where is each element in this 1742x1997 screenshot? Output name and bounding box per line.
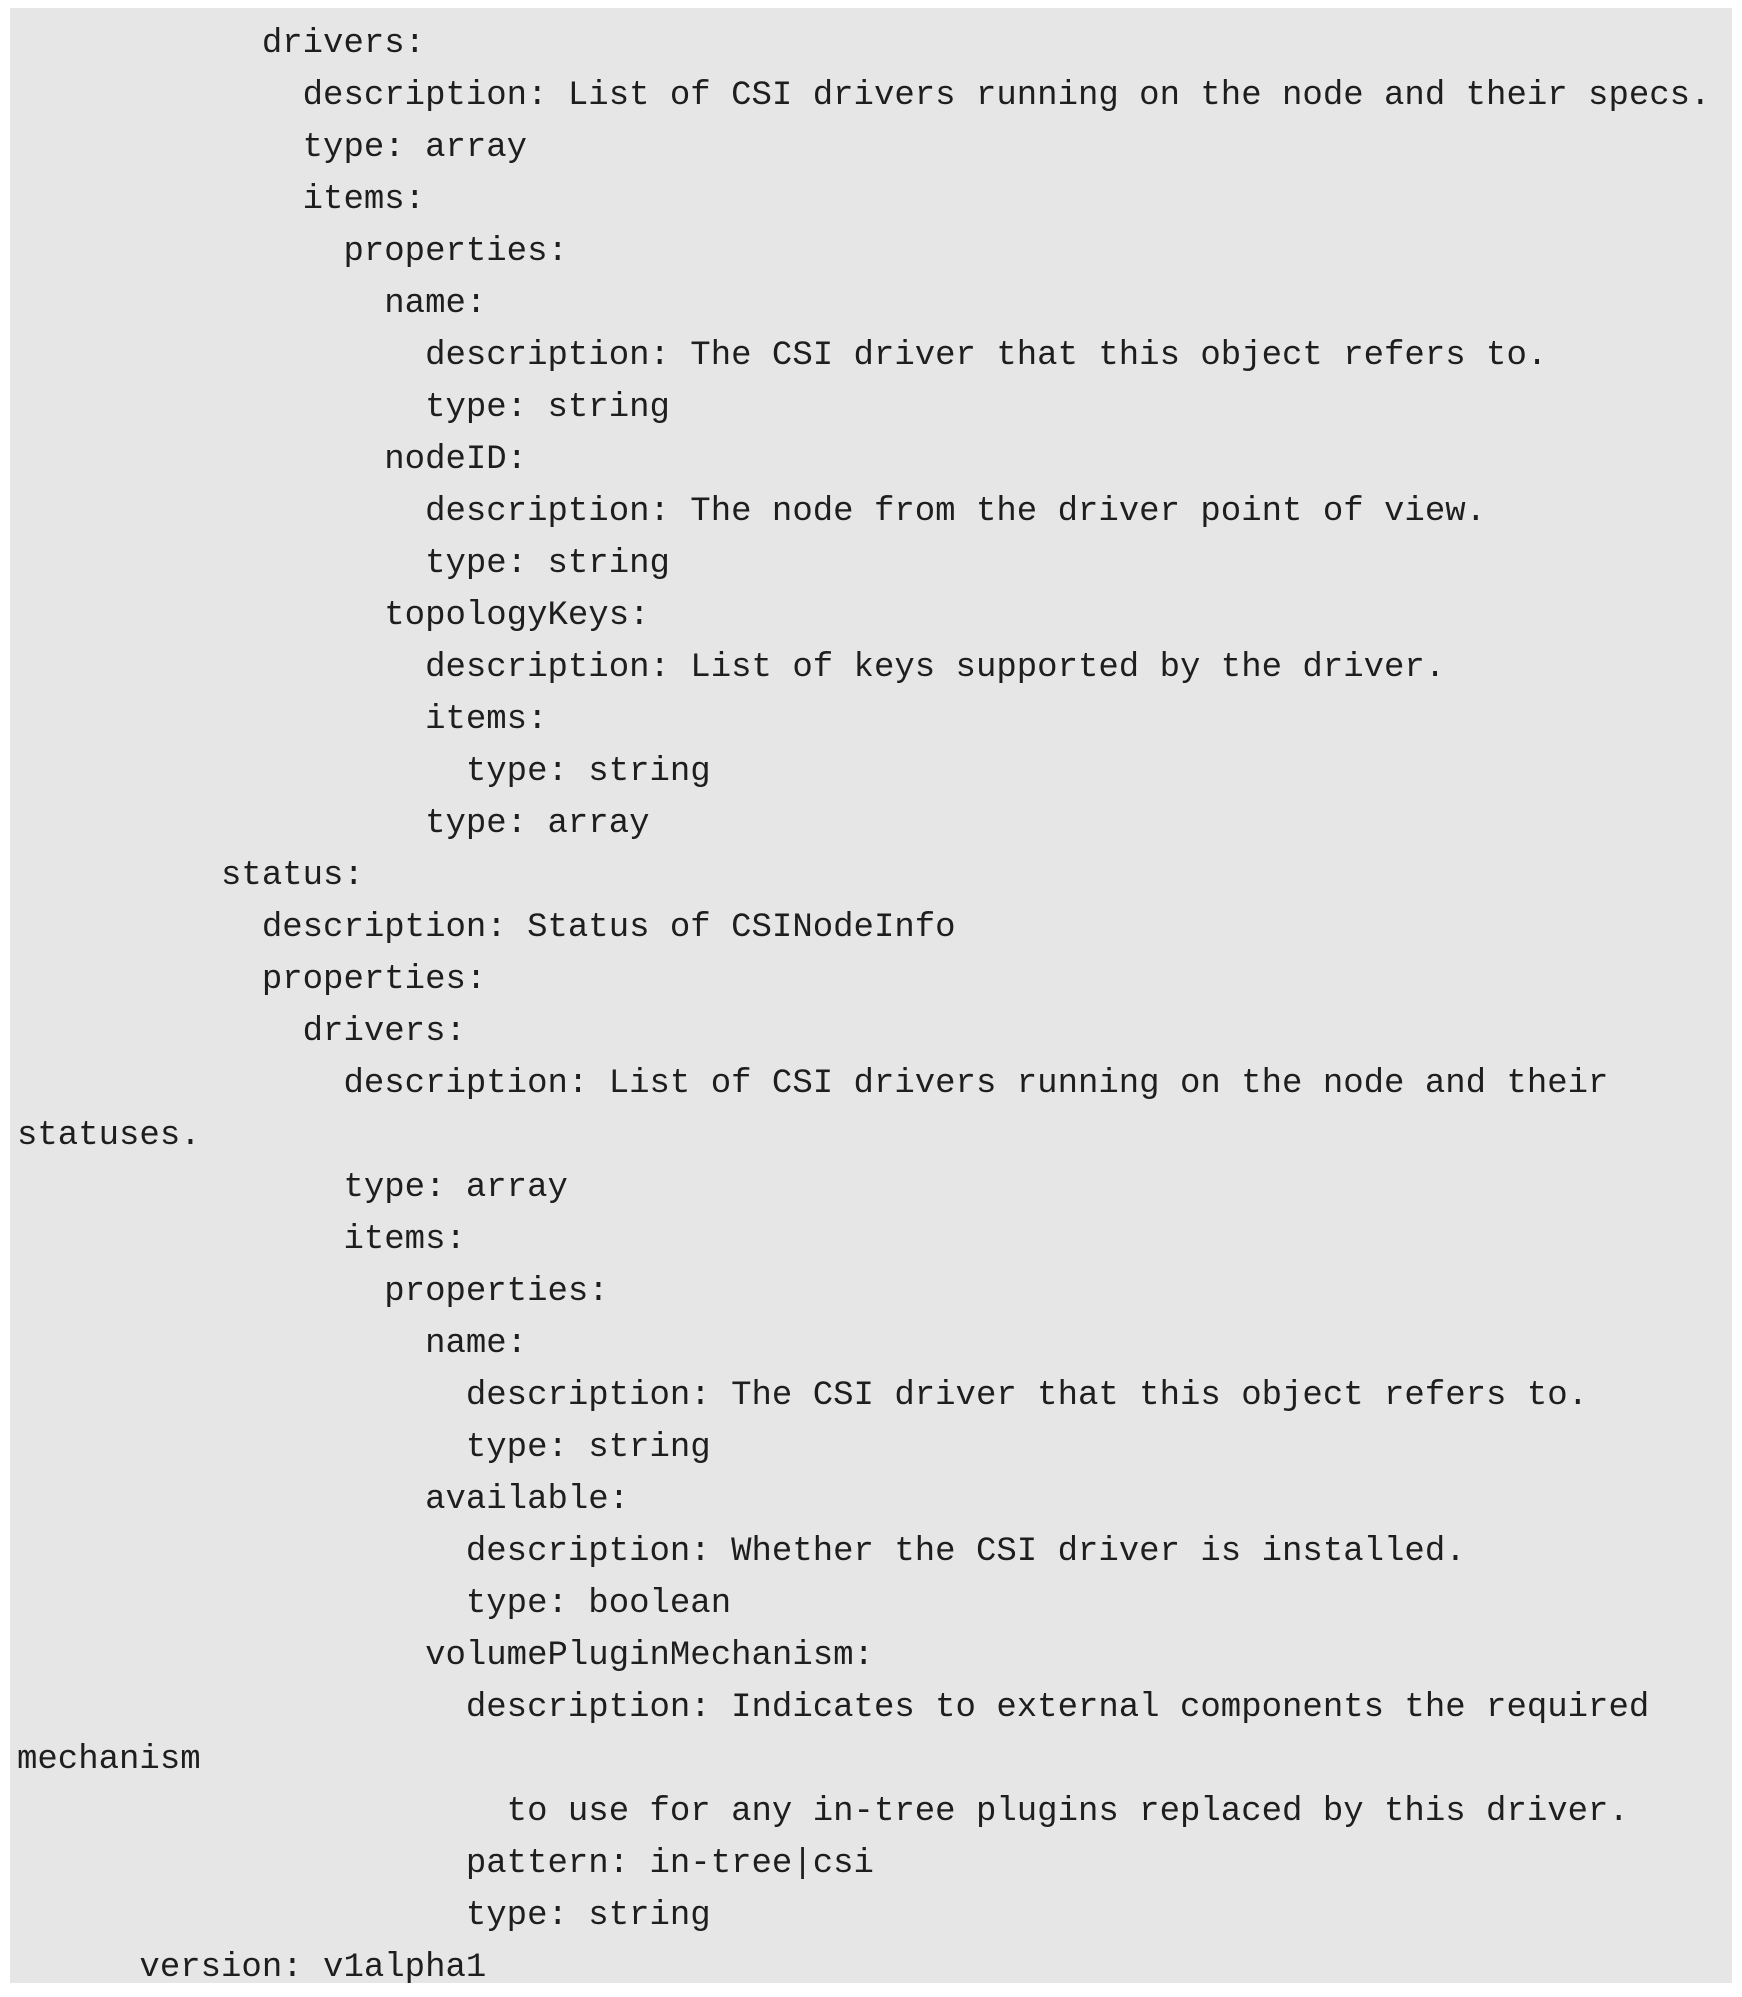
code-line: type: string — [17, 1897, 711, 1935]
code-line: description: The CSI driver that this object refers to. — [17, 1377, 1589, 1415]
code-line: type: string — [17, 545, 670, 583]
code-block — [10, 8, 1732, 1987]
code-line: properties: — [17, 233, 568, 271]
code-line: drivers: — [17, 25, 426, 63]
code-line: description: List of keys supported by the driver. — [17, 649, 1446, 687]
code-line: description: The CSI driver that this object refers to. — [17, 337, 1548, 375]
code-line: properties: — [17, 1273, 609, 1311]
code-line: properties: — [17, 961, 487, 999]
code-line: description: Status of CSINodeInfo — [17, 909, 956, 947]
code-line: topologyKeys: — [17, 597, 650, 635]
code-line: type: array — [17, 805, 650, 843]
code-line: description: Indicates to external components the required — [17, 1689, 1650, 1727]
code-line: type: array — [17, 1169, 568, 1207]
code-line: volumePluginMechanism: — [17, 1637, 874, 1675]
code-line: statuses. — [17, 1117, 201, 1155]
code-line: description: List of CSI drivers running on the node and their — [17, 1065, 1609, 1103]
code-line: type: string — [17, 753, 711, 791]
code-line: mechanism — [17, 1741, 201, 1779]
code-line: name: — [17, 1325, 528, 1363]
code-line: name: — [17, 285, 487, 323]
code-line: description: Whether the CSI driver is installed. — [17, 1533, 1466, 1571]
code-line: type: string — [17, 1429, 711, 1467]
code-line: items: — [17, 701, 548, 739]
code-line: nodeID: — [17, 441, 528, 479]
code-line: type: array — [17, 129, 528, 167]
code-line: to use for any in-tree plugins replaced by this driver. — [17, 1793, 1629, 1831]
code-line: type: string — [17, 389, 670, 427]
code-line: pattern: in-tree|csi — [17, 1845, 874, 1883]
code-line: description: The node from the driver point of view. — [17, 493, 1487, 531]
code-line: type: boolean — [17, 1585, 732, 1623]
code-line: available: — [17, 1481, 630, 1519]
code-line: items: — [17, 181, 426, 219]
code-line: description: List of CSI drivers running on the node and their specs. — [17, 77, 1711, 115]
code-line: items: — [17, 1221, 466, 1259]
code-line: status: — [17, 857, 364, 895]
code-line: version: v1alpha1 — [17, 1949, 487, 1987]
code-line: drivers: — [17, 1013, 466, 1051]
